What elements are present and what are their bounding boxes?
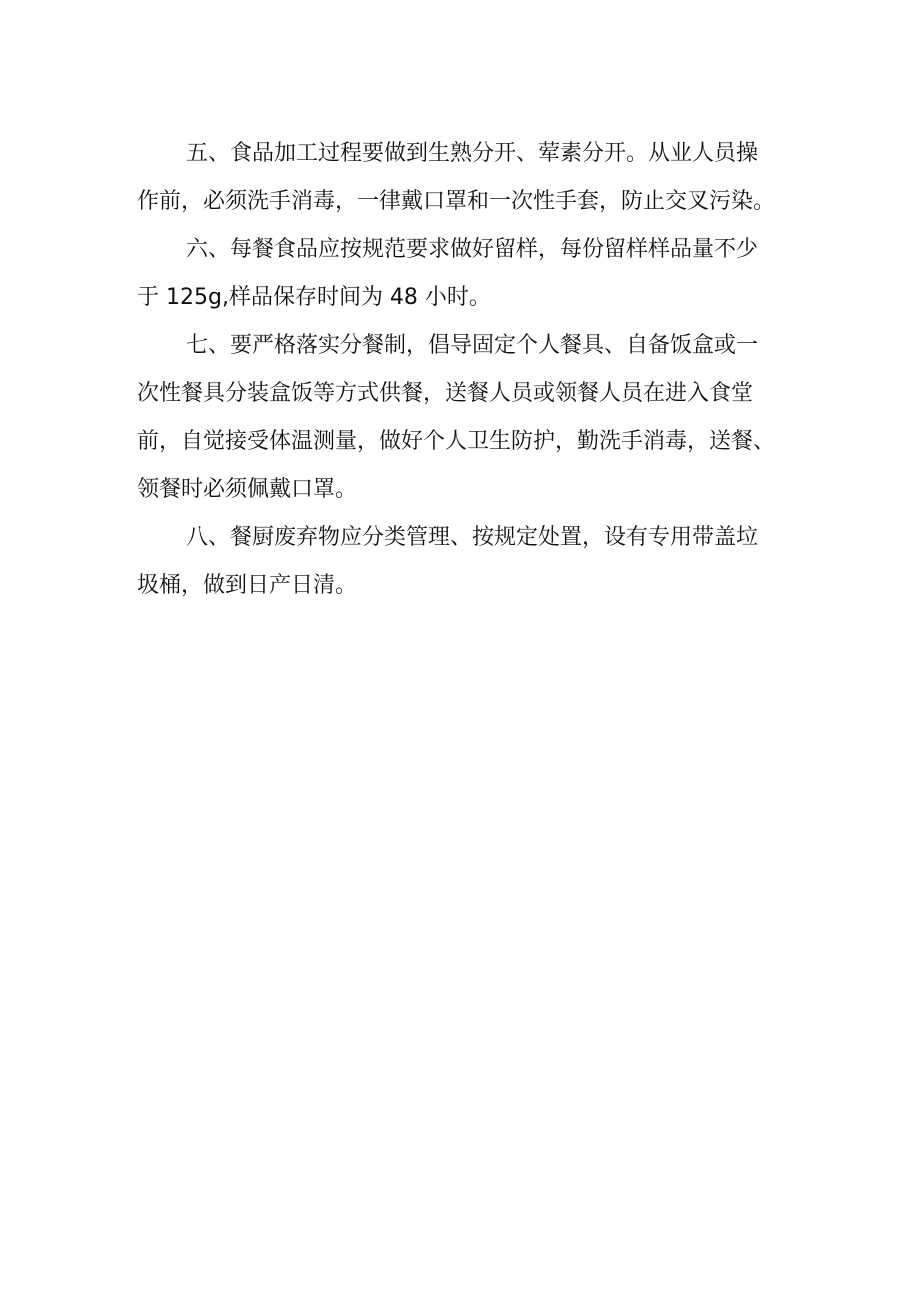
paragraph-item-6	[137, 226, 787, 322]
document-body	[137, 130, 787, 610]
paragraph-line: 八、餐厨废弃物应分类管理、按规定处置，设有专用带盖垃	[186, 525, 759, 550]
paragraph-item-7	[137, 322, 787, 514]
paragraph-line: 作前，必须洗手消毒，一律戴口罩和一次性手套，防止交叉污染。	[137, 189, 776, 214]
paragraph-line: 圾桶，做到日产日清。	[137, 573, 358, 598]
paragraph-line: 六、每餐食品应按规范要求做好留样，每份留样样品量不少	[186, 237, 759, 262]
paragraph-line: 领餐时必须佩戴口罩。	[137, 477, 358, 502]
paragraph-item-5	[137, 130, 787, 226]
paragraph-line: 五、食品加工过程要做到生熟分开、荤素分开。从业人员操	[186, 141, 759, 166]
paragraph-line: 前，自觉接受体温测量，做好个人卫生防护，勤洗手消毒，送餐、	[137, 429, 776, 454]
paragraph-line: 于 125g,样品保存时间为 48 小时。	[137, 285, 491, 310]
paragraph-line: 七、要严格落实分餐制，倡导固定个人餐具、自备饭盒或一	[186, 333, 759, 358]
paragraph-line: 次性餐具分装盒饭等方式供餐，送餐人员或领餐人员在进入食堂	[137, 381, 754, 406]
paragraph-item-8	[137, 514, 787, 610]
